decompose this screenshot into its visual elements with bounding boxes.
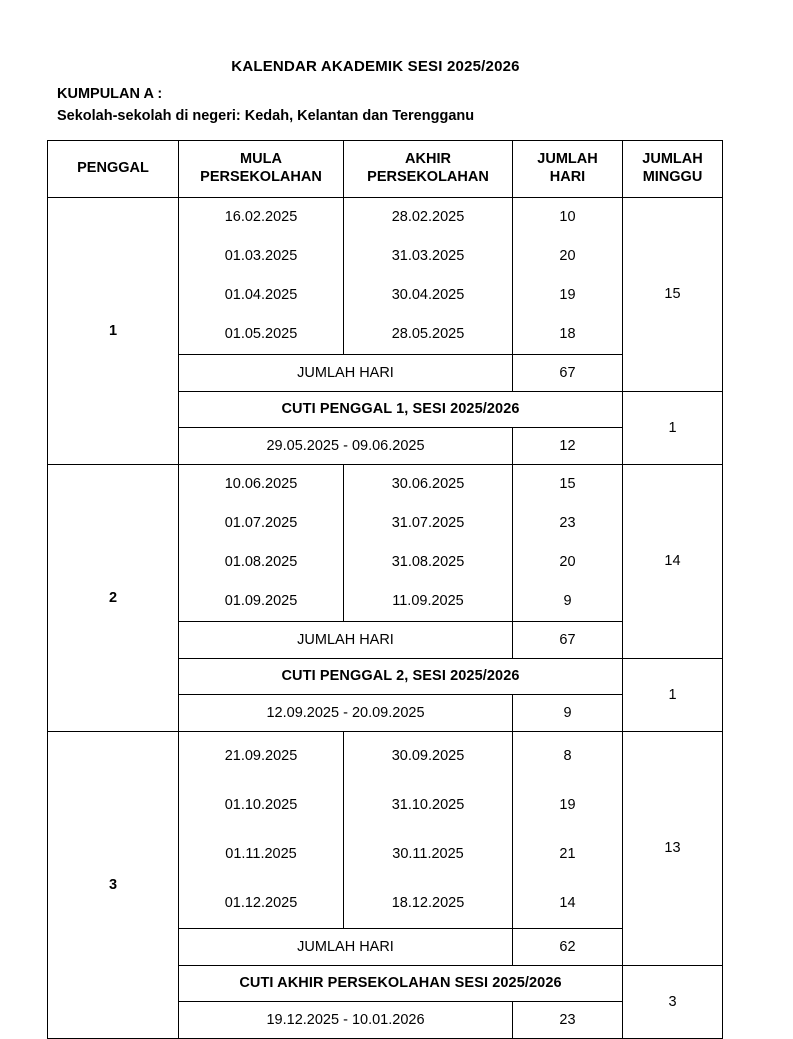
penggal-number-2: 2 xyxy=(48,464,179,731)
hari-counts-3 xyxy=(513,731,623,928)
jumlah-hari-value-1: 67 xyxy=(513,354,623,391)
akhir-date: 30.09.2025 xyxy=(391,747,465,764)
cuti-range-2: 12.09.2025 - 20.09.2025 xyxy=(179,694,513,731)
akhir-date: 30.04.2025 xyxy=(391,286,465,303)
mula-date: 01.03.2025 xyxy=(224,247,298,264)
table-body xyxy=(48,197,723,1038)
cuti-title-3: CUTI AKHIR PERSEKOLAHAN SESI 2025/2026 xyxy=(179,965,623,1001)
cuti-minggu-3: 3 xyxy=(623,965,723,1038)
cuti-days-1: 12 xyxy=(513,427,623,464)
akhir-date: 31.10.2025 xyxy=(391,796,465,813)
minggu-total-2: 14 xyxy=(623,464,723,658)
mula-dates-3 xyxy=(179,731,344,928)
group-heading xyxy=(0,84,793,128)
table-row xyxy=(48,197,723,354)
header-minggu-line2: MINGGU xyxy=(642,168,703,185)
table-row xyxy=(48,731,723,928)
mula-date: 01.05.2025 xyxy=(224,325,298,342)
penggal-number-3: 3 xyxy=(48,731,179,1038)
mula-date: 01.12.2025 xyxy=(224,894,298,911)
group-description: Sekolah-sekolah di negeri: Kedah, Kelantan dan Terengganu xyxy=(57,107,475,124)
jumlah-hari-label-1: JUMLAH HARI xyxy=(179,354,513,391)
header-jumlah-hari xyxy=(513,140,623,197)
mula-date: 01.09.2025 xyxy=(224,592,298,609)
akhir-date: 31.08.2025 xyxy=(391,553,465,570)
header-mula-line1: MULA xyxy=(240,150,282,167)
calendar-table-wrapper xyxy=(0,140,793,1039)
cuti-days-2: 9 xyxy=(513,694,623,731)
cuti-days-3: 23 xyxy=(513,1001,623,1038)
jumlah-hari-value-3: 62 xyxy=(513,928,623,965)
table-header-row xyxy=(48,140,723,197)
academic-calendar-table xyxy=(47,140,723,1039)
cuti-range-1: 29.05.2025 - 09.06.2025 xyxy=(179,427,513,464)
hari-count: 14 xyxy=(559,894,576,911)
jumlah-hari-label-3: JUMLAH HARI xyxy=(179,928,513,965)
mula-date: 01.11.2025 xyxy=(225,845,297,862)
mula-dates-1 xyxy=(179,197,344,354)
mula-date: 01.08.2025 xyxy=(224,553,298,570)
header-minggu-line1: JUMLAH xyxy=(642,150,703,167)
akhir-date: 31.03.2025 xyxy=(391,247,465,264)
header-akhir-line1: AKHIR xyxy=(405,150,451,167)
akhir-date: 18.12.2025 xyxy=(391,894,465,911)
mula-date: 21.09.2025 xyxy=(224,747,298,764)
header-mula-persekolahan xyxy=(179,140,344,197)
jumlah-hari-label-2: JUMLAH HARI xyxy=(179,621,513,658)
hari-count: 21 xyxy=(559,845,576,862)
header-hari-line2: HARI xyxy=(549,168,586,185)
akhir-date: 31.07.2025 xyxy=(391,514,465,531)
akhir-date: 30.11.2025 xyxy=(392,845,464,862)
akhir-dates-3 xyxy=(344,731,513,928)
header-akhir-persekolahan xyxy=(344,140,513,197)
mula-date: 01.07.2025 xyxy=(224,514,298,531)
header-hari-line1: JUMLAH xyxy=(537,150,598,167)
penggal-number-1: 1 xyxy=(48,197,179,464)
cuti-minggu-2: 1 xyxy=(623,658,723,731)
header-mula-line2: PERSEKOLAHAN xyxy=(200,168,322,185)
mula-date: 16.02.2025 xyxy=(224,208,298,225)
akhir-dates-2 xyxy=(344,464,513,621)
akhir-date: 28.05.2025 xyxy=(391,325,465,342)
mula-date: 10.06.2025 xyxy=(224,475,298,492)
hari-count: 8 xyxy=(563,747,572,764)
hari-count: 15 xyxy=(559,475,576,492)
akhir-date: 30.06.2025 xyxy=(391,475,465,492)
hari-count: 23 xyxy=(559,514,576,531)
header-penggal-text: PENGGAL xyxy=(77,159,149,176)
hari-counts-1 xyxy=(513,197,623,354)
hari-count: 20 xyxy=(559,553,576,570)
table-row xyxy=(48,464,723,621)
mula-date: 01.10.2025 xyxy=(224,796,298,813)
akhir-dates-1 xyxy=(344,197,513,354)
hari-count: 10 xyxy=(559,208,576,225)
header-penggal xyxy=(48,140,179,197)
header-akhir-line2: PERSEKOLAHAN xyxy=(367,168,489,185)
hari-count: 19 xyxy=(559,796,576,813)
hari-count: 9 xyxy=(563,592,572,609)
minggu-total-1: 15 xyxy=(623,197,723,391)
table-header xyxy=(48,140,723,197)
akhir-date: 28.02.2025 xyxy=(391,208,465,225)
minggu-total-3: 13 xyxy=(623,731,723,965)
page-title: KALENDAR AKADEMIK SESI 2025/2026 xyxy=(231,58,520,75)
cuti-title-1: CUTI PENGGAL 1, SESI 2025/2026 xyxy=(179,391,623,427)
hari-counts-2 xyxy=(513,464,623,621)
hari-count: 20 xyxy=(559,247,576,264)
cuti-range-3: 19.12.2025 - 10.01.2026 xyxy=(179,1001,513,1038)
group-label: KUMPULAN A : xyxy=(57,86,163,102)
cuti-title-2: CUTI PENGGAL 2, SESI 2025/2026 xyxy=(179,658,623,694)
mula-date: 01.04.2025 xyxy=(224,286,298,303)
jumlah-hari-value-2: 67 xyxy=(513,621,623,658)
cuti-minggu-1: 1 xyxy=(623,391,723,464)
hari-count: 18 xyxy=(559,325,576,342)
hari-count: 19 xyxy=(559,286,576,303)
header-jumlah-minggu xyxy=(623,140,723,197)
akhir-date: 11.09.2025 xyxy=(392,592,464,609)
mula-dates-2 xyxy=(179,464,344,621)
